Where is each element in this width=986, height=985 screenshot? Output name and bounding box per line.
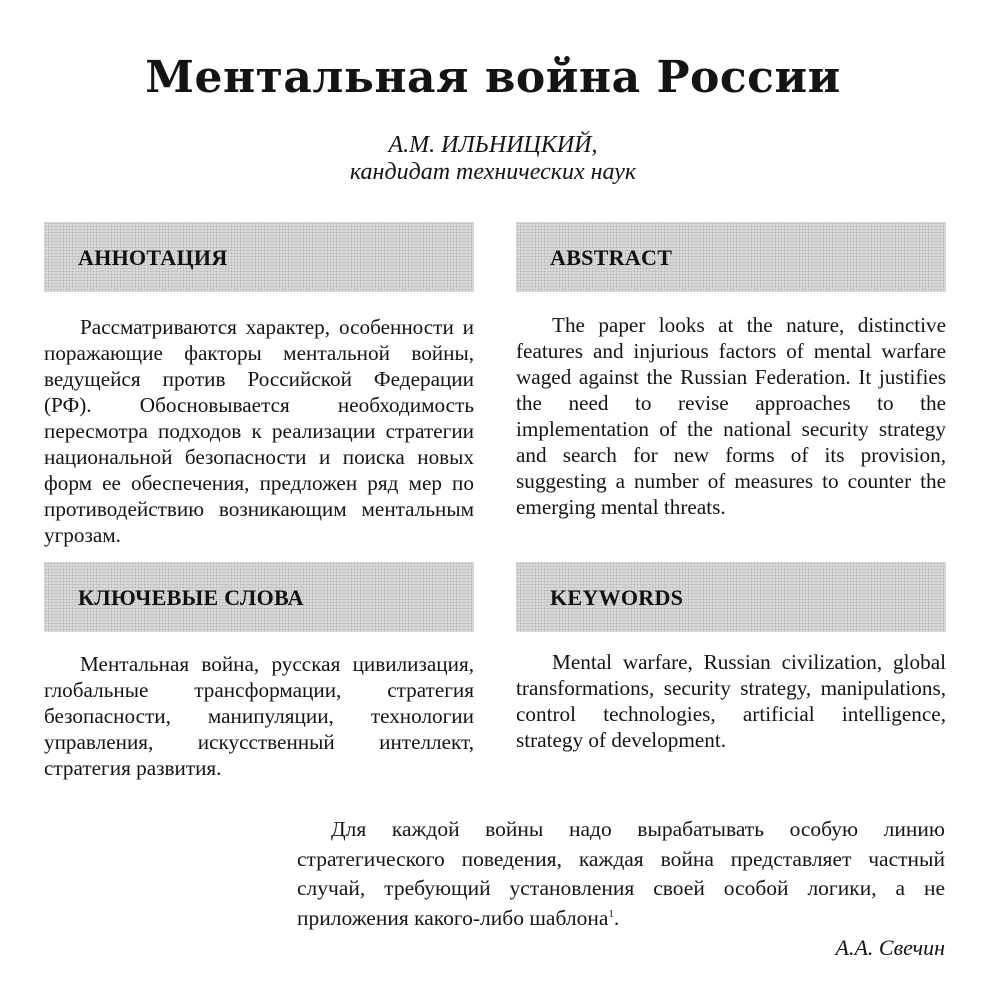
author-name: А.М. ИЛЬНИЦКИЙ, xyxy=(388,132,598,158)
annotation-text: Рассматриваются характер, особенности и поражающие факторы ментальной войны, ведущейся против Российской Федерации (РФ). Обосновывается необходимость пересмотра подходов к реализации стратегии национальной безопасности и поиска новых форм ее обеспечения, предложен ряд мер по противодействию возникающим ментальным угрозам. xyxy=(44,315,474,547)
keywords-en-heading-box xyxy=(516,562,946,632)
keywords-ru-heading-box xyxy=(44,562,474,632)
annotation-heading: АННОТАЦИЯ xyxy=(78,245,228,270)
epigraph-attribution: А.А. Свечин xyxy=(835,935,945,960)
keywords-ru-text: Ментальная война, русская цивилизация, глобальные трансформации, стратегия безопасности, манипуляции, технологии управления, искусственный интеллект, стратегия развития. xyxy=(44,652,474,780)
footnote-mark[interactable]: 1 xyxy=(608,907,614,920)
abstract-text: The paper looks at the nature, distinctive features and injurious factors of mental warfare waged against the Russian Federation. It justifies the need to revise approaches to the implementation of the national security strategy and search for new forms of its provision, suggesting a number of measures to counter the emerging mental threats. xyxy=(516,313,946,519)
keywords-en-heading: KEYWORDS xyxy=(550,585,684,610)
annotation-heading-box xyxy=(44,222,474,292)
epigraph-end-punct: . xyxy=(613,905,620,930)
abstract-heading: ABSTRACT xyxy=(550,245,673,270)
epigraph-quote xyxy=(297,815,945,933)
epigraph-text: Для каждой войны надо вырабатывать особую линию стратегического поведения, каждая война представляет частный случай, требующий установления своей особой логики, а не приложения какого-либо шаблона xyxy=(297,817,945,930)
abstract-heading-box xyxy=(516,222,946,292)
article-title: Ментальная война России xyxy=(145,52,841,103)
keywords-en-text: Mental warfare, Russian civilization, global transformations, security strategy, manipulations, control technologies, artificial intelligence, strategy of development. xyxy=(516,650,946,752)
author-degree: кандидат технических наук xyxy=(349,159,637,185)
keywords-ru-heading: КЛЮЧЕВЫЕ СЛОВА xyxy=(78,585,304,610)
author-block xyxy=(0,132,986,186)
